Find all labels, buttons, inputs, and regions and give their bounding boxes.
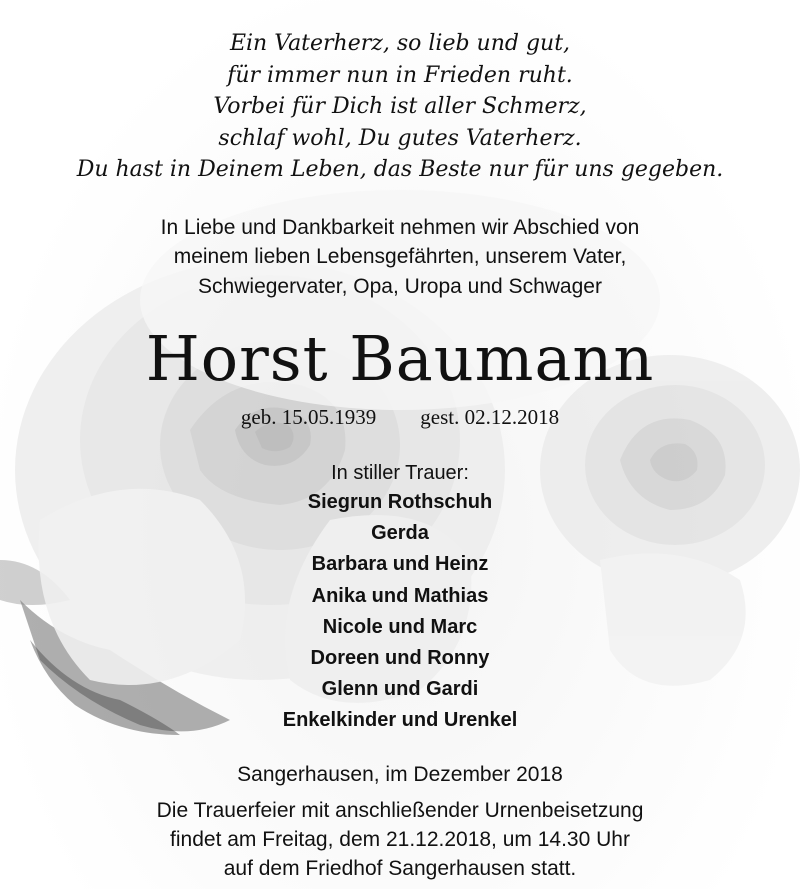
poem-line: für immer nun in Frieden ruht. xyxy=(227,62,573,88)
mourning-heading: In stiller Trauer: xyxy=(331,462,469,484)
poem-line: Vorbei für Dich ist aller Schmerz, xyxy=(213,94,587,119)
life-dates xyxy=(0,403,800,431)
intro-line: In Liebe und Dankbarkeit nehmen wir Abschied von xyxy=(160,215,640,239)
funeral-line: findet am Freitag, dem 21.12.2018, um 14.30 Uhr xyxy=(170,827,630,851)
mourner-name: Enkelkinder und Urenkel xyxy=(282,709,518,732)
intro-line: Schwiegervater, Opa, Uropa und Schwager xyxy=(198,274,602,298)
mourner-name: Glenn und Gardi xyxy=(321,678,479,701)
mourner-name: Barbara und Heinz xyxy=(311,553,489,576)
place-and-date: Sangerhausen, im Dezember 2018 xyxy=(237,762,563,786)
funeral-line: Die Trauerfeier mit anschließender Urnenbeisetzung xyxy=(156,798,644,822)
mourner-name: Nicole und Marc xyxy=(322,615,478,638)
intro-line: meinem lieben Lebensgefährten, unserem Vater, xyxy=(173,245,627,268)
farewell-intro xyxy=(0,213,800,302)
death-date: gest. 02.12.2018 xyxy=(420,405,560,429)
mourner-name: Gerda xyxy=(371,522,429,545)
poem xyxy=(0,28,800,186)
poem-line: Ein Vaterherz, so lieb und gut, xyxy=(229,31,571,56)
birth-date: geb. 15.05.1939 xyxy=(240,405,377,429)
mourner-name: Siegrun Rothschuh xyxy=(307,491,493,513)
mourners-list xyxy=(0,487,800,737)
poem-line: schlaf wohl, Du gutes Vaterherz. xyxy=(218,125,582,151)
mourner-name: Anika und Mathias xyxy=(311,584,489,607)
funeral-info xyxy=(0,796,800,883)
funeral-line: auf dem Friedhof Sangerhausen statt. xyxy=(223,856,577,880)
deceased-name: Horst Baumann xyxy=(145,322,655,395)
mourner-name: Doreen und Ronny xyxy=(310,647,490,670)
poem-line: Du hast in Deinem Leben, das Beste nur für uns gegeben. xyxy=(76,157,724,182)
